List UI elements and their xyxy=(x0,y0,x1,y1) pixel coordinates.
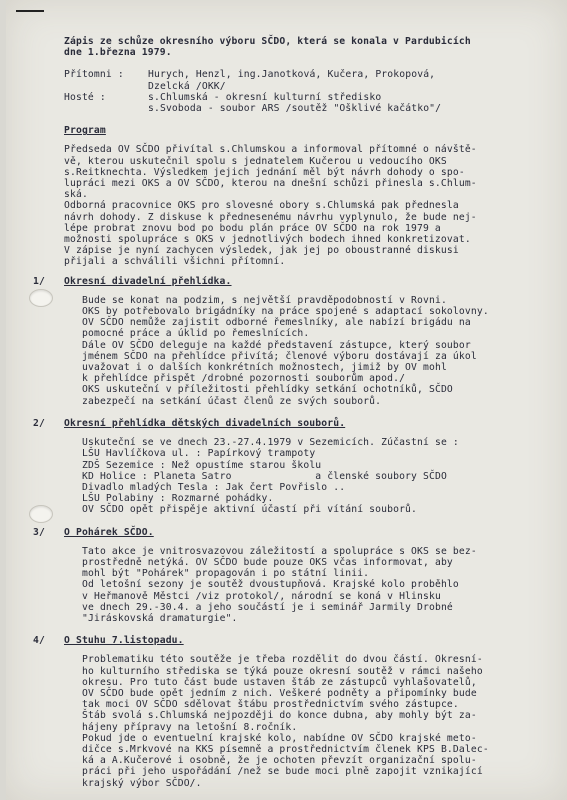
text-line: vě, kterou uskutečnil spolu s jednatelem Kučerou u vedoucího OKS xyxy=(64,155,447,167)
text-line: KD Holice : Planeta Satro a členské soubory SČDO xyxy=(82,470,447,482)
text-line: dičce s.Mrkvové na KKS písemně a prostřednictvím členek KPS B.Dalec- xyxy=(82,743,489,755)
text-line: zabezpečí na setkání účast členů ze svých souborů. xyxy=(82,395,382,407)
text-line: Předseda OV SČDO přivítal s.Chlumskou a informoval přítomné o návště- xyxy=(64,144,477,156)
header-line: dne 1.března 1979. xyxy=(64,47,172,59)
text-line: OKS by potřebovalo brigádníky na práce spojené s adaptací sokolovny. xyxy=(82,306,489,318)
program-paragraph xyxy=(64,144,564,267)
text-line: ZDŠ Sezemice : Než opustíme starou školu xyxy=(82,459,322,471)
text-line: krajský výbor SČDO/. xyxy=(82,777,202,789)
document-page xyxy=(6,0,567,800)
text-line: s.Reitknechta. Výsledkem jejich jednání měl být návrh dohody o spo- xyxy=(64,166,465,178)
text-line: v Heřmanově Městci /viz protokol/, národní se koná v Hlinsku xyxy=(82,590,441,602)
text-line: Divadlo mladých Tesla : Jak čert Povřislo .. xyxy=(82,481,346,493)
guest-entry: s.Svoboda - soubor ARS /soutěž "Ošklivé kačátko"/ xyxy=(148,103,442,115)
present-names: Hurych, Henzl, ing.Janotková, Kučera, Prokopová, xyxy=(148,69,436,81)
text-line: mohl být "Pohárek" propagován i po státní linii. xyxy=(82,568,370,580)
text-line: Dále OV SČDO deleguje na každé představení zástupce, který soubor xyxy=(82,339,471,351)
text-line: ská. xyxy=(64,189,88,201)
guests-label: Hosté : xyxy=(64,91,106,103)
text-line: práci při jeho uspořádání /než se bude moci plně zapojit vznikající xyxy=(82,766,483,778)
section-number: 2/ xyxy=(33,417,45,429)
text-line: LŠU Polabiny : Rozmarné pohádky. xyxy=(82,493,274,505)
section-2 xyxy=(33,417,564,516)
text-line: V zápise je nyní zachycen výsledek, jak jej po oboustranné diskusi xyxy=(64,245,459,257)
text-line: k přehlídce přispět /drobné pozornosti souborům apod./ xyxy=(82,373,406,385)
text-line: OKS uskuteční v příležitosti přehlídky setkání ochotníků, SČDO xyxy=(82,384,453,396)
text-line: tak moci OV SČDO sdělovat štábu prostřednictvím svého zástupce. xyxy=(82,699,459,711)
section-3 xyxy=(33,526,564,625)
section-number: 4/ xyxy=(33,635,45,647)
section-number: 3/ xyxy=(33,526,45,538)
section-title: Okresní divadelní přehlídka. xyxy=(64,275,232,287)
section-1 xyxy=(33,275,564,407)
text-line: uvažovat i o dalších konkrétních možnostech, jimiž by OV mohl xyxy=(82,362,447,374)
text-line: Tato akce je vnitrosvazovou záležitostí a spolupráce s OKS se bez- xyxy=(82,545,477,557)
top-dash-mark xyxy=(16,10,44,12)
attendance-block xyxy=(64,69,564,114)
punch-hole-upper xyxy=(29,289,53,307)
text-line: možnosti spolupráce s OKS v jednotlivých bodech ihned konkretizovat. xyxy=(64,234,471,246)
section-title: O Pohárek SČDO. xyxy=(64,526,154,538)
present-label: Přítomni : xyxy=(64,69,124,81)
text-line: OV SČDO nemůže zajistit odborné řemeslníky, ale nabízí brigádu na xyxy=(82,317,471,329)
text-line: Od letošní sezony je soutěž dvoustupňová. Krajské kolo proběhlo xyxy=(82,579,459,591)
text-line: návrh dohody. Z diskuse k přednesenému návrhu vyplynulo, že bude nej- xyxy=(64,211,477,223)
text-line: Uskuteční se ve dnech 23.-27.4.1979 v Sezemicích. Zúčastní se : xyxy=(82,437,459,449)
text-line: Bude se konat na podzim, s největší pravděpodobností v Rovni. xyxy=(82,294,447,306)
section-title: O Stuhu 7.listopadu. xyxy=(64,635,184,647)
text-line: ve dnech 29.-30.4. a jeho součástí je i seminář Jarmily Drobné xyxy=(82,601,453,613)
document-body xyxy=(33,36,564,789)
text-line: OV SČDO bude opět jedním z nich. Veškeré podněty a připomínky bude xyxy=(82,687,477,699)
text-line: pomocné práce a úklid po řemeslnících. xyxy=(82,328,310,340)
text-line: ho kulturního střediska se týká pouze okresní soutěž v rámci našeho xyxy=(82,665,483,677)
punch-hole-lower xyxy=(29,505,53,523)
section-title: Okresní přehlídka dětských divadelních souborů. xyxy=(64,417,346,429)
text-line: jménem SČDO na přehlídce přivítá; členové výboru dostávají za úkol xyxy=(82,350,477,362)
document-header xyxy=(64,36,564,58)
text-line: ká a A.Kučerové i osobně, že je ochoten převzít organizační spolu- xyxy=(82,755,477,767)
text-line: přijali a schválili všichni přítomní. xyxy=(64,256,286,268)
text-line: Pokud jde o eventuelní krajské kolo, nabídne OV SČDO krajské meto- xyxy=(82,732,477,744)
text-line: lupráci mezi OKS a OV SČDO, kterou na dnešní schůzi přinesla s.Chlum- xyxy=(64,178,477,190)
text-line: Štáb svolá s.Chlumská nejpozději do konce dubna, aby mohly být za- xyxy=(82,710,477,722)
text-line: OV SČDO opět přispěje aktivní účastí při vítání souborů. xyxy=(82,504,418,516)
header-line: Zápis ze schůze okresního výboru SČDO, která se konala v Pardubicích xyxy=(64,36,471,47)
text-line: lépe probrat znovu bod po bodu plán práce OV SČDO na rok 1979 a xyxy=(64,222,441,234)
text-line: LŠU Havlíčkova ul. : Papírkový trampoty xyxy=(82,448,316,460)
section-number: 1/ xyxy=(33,275,45,287)
present-names: Dzelcká /OKK/ xyxy=(148,80,226,92)
text-line: hájeny přípravy na letošní 8.ročník. xyxy=(82,721,298,733)
text-line: okresu. Pro tuto část bude ustaven štáb ze zástupců vyhlašovatelů, xyxy=(82,676,477,688)
text-line: Problematiku této soutěže je třeba rozdělit do dvou částí. Okresní- xyxy=(82,654,483,666)
text-line: Odborná pracovnice OKS pro slovesné obory s.Chlumská pak přednesla xyxy=(64,200,459,212)
guest-entry: s.Chlumská - okresní kulturní středisko xyxy=(148,91,382,103)
text-line: "Jiráskovská dramaturgie". xyxy=(82,612,238,624)
text-line: prostředně netýká. OV SČDO bude pouze OKS včas informovat, aby xyxy=(82,556,453,568)
program-heading: Program xyxy=(64,125,106,137)
section-4 xyxy=(33,635,564,789)
